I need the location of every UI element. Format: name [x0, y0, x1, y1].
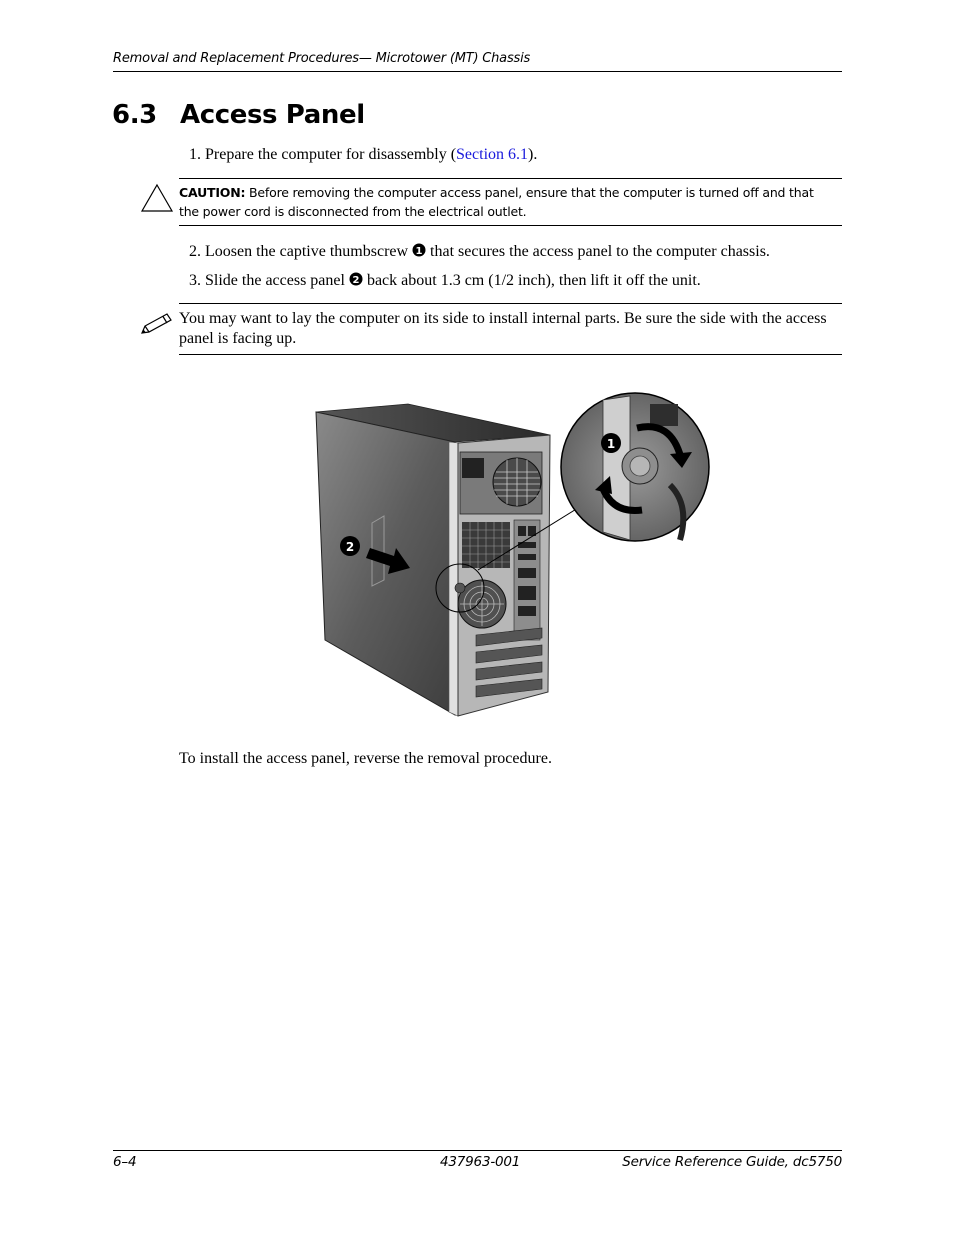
header-rule: [113, 71, 842, 72]
access-panel-figure: [310, 390, 720, 735]
step-2: [189, 243, 770, 261]
step-1-text: 1. Prepare the computer for disassembly (: [189, 146, 457, 163]
page-number: 6–4: [113, 1154, 137, 1170]
step-3: [189, 272, 701, 290]
closing-text: To install the access panel, reverse the removal procedure.: [179, 750, 552, 767]
section-title: [112, 100, 365, 130]
caution-icon: [140, 183, 174, 218]
step-3-after: back about 1.3 cm (1/2 inch), then lift it off the unit.: [362, 272, 701, 289]
callout-1-icon: [412, 243, 426, 257]
caution-label: CAUTION:: [179, 185, 246, 200]
step-2-before: 2. Loosen the captive thumbscrew: [189, 243, 413, 260]
step-2-after: that secures the access panel to the computer chassis.: [426, 243, 770, 260]
svg-text:2: 2: [345, 540, 355, 554]
note-top-rule: [179, 303, 842, 304]
caution-top-rule: [179, 178, 842, 179]
section-number: 6.3: [112, 100, 157, 130]
footer-rule: [113, 1150, 842, 1151]
running-header: Removal and Replacement Procedures— Microtower (MT) Chassis: [113, 51, 531, 66]
svg-text:2: 2: [352, 275, 360, 286]
section-link[interactable]: Section 6.1: [456, 146, 529, 163]
svg-text:1: 1: [415, 246, 423, 257]
pencil-icon: [139, 312, 173, 341]
section-heading: Access Panel: [180, 100, 365, 130]
callout-2-icon: [349, 272, 363, 286]
step-1-after: ).: [528, 146, 538, 163]
note-bottom-rule: [179, 354, 842, 355]
guide-title: Service Reference Guide, dc5750: [622, 1154, 842, 1170]
svg-text:1: 1: [606, 437, 616, 451]
note-text: You may want to lay the computer on its side to install internal parts. Be sure the side with the access panel is facing up.: [179, 310, 827, 347]
step-3-before: 3. Slide the access panel: [189, 272, 349, 289]
step-1: [189, 146, 537, 164]
document-number: 437963-001: [440, 1154, 521, 1170]
caution-text: [179, 183, 829, 221]
caution-bottom-rule: [179, 225, 842, 226]
caution-body: Before removing the computer access panel, ensure that the computer is turned off and that the power cord is disconnected from the electrical outlet.: [179, 185, 814, 219]
